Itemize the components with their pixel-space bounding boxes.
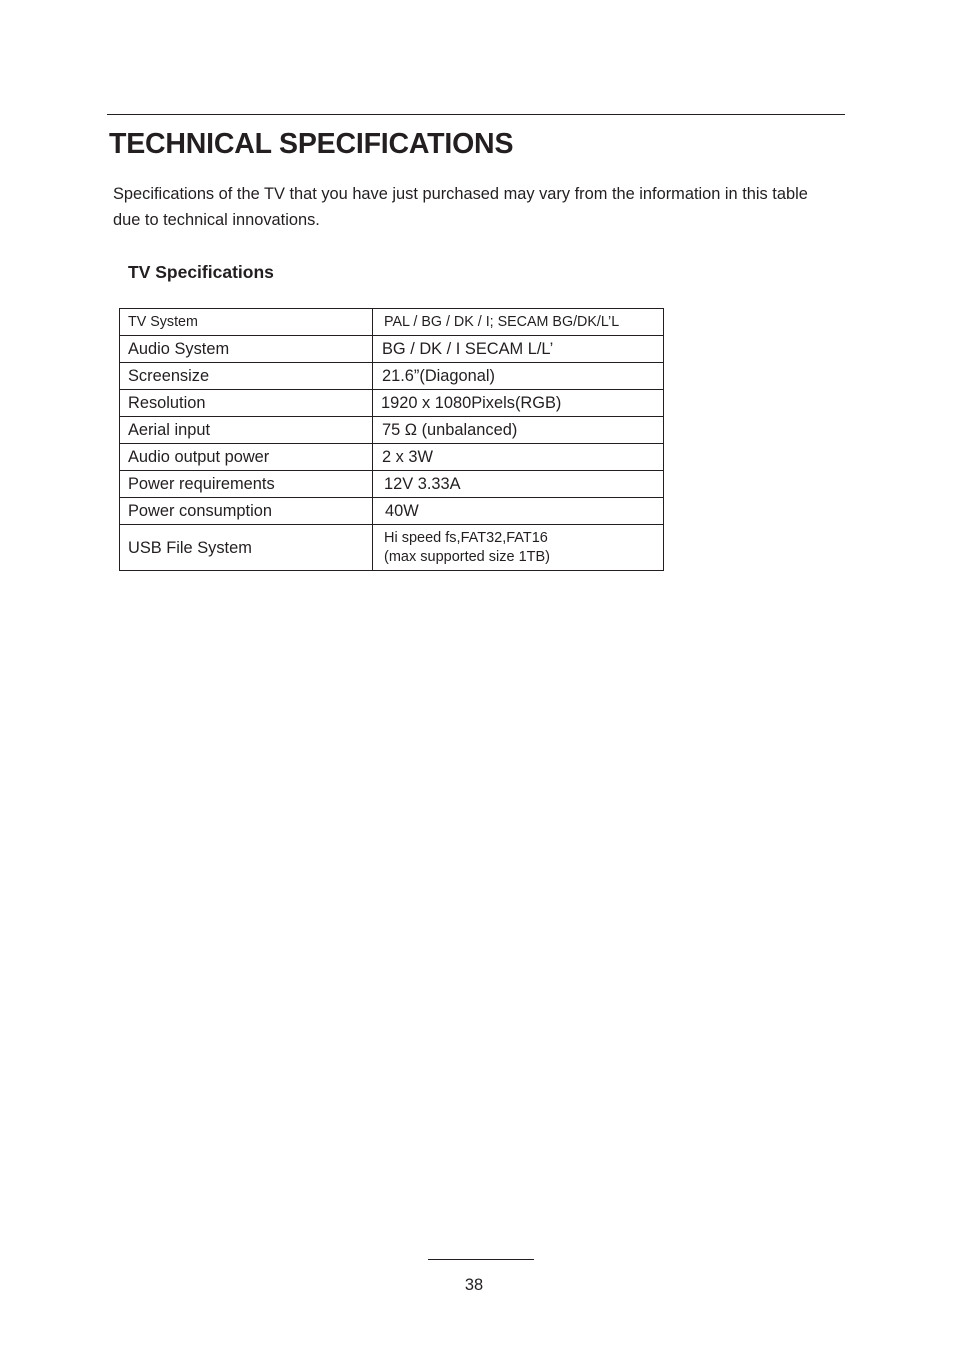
page-number: 38	[464, 1276, 484, 1294]
page-title: TECHNICAL SPECIFICATIONS	[109, 128, 514, 160]
spec-value: 1920 x 1080Pixels(RGB)	[373, 390, 664, 417]
spec-label: Power requirements	[120, 471, 373, 498]
spec-label: TV System	[120, 309, 373, 336]
spec-label: Power consumption	[120, 498, 373, 525]
spec-label: Resolution	[120, 390, 373, 417]
spec-label: Screensize	[120, 363, 373, 390]
table-row	[120, 471, 664, 498]
table-row	[120, 309, 664, 336]
table-row	[120, 417, 664, 444]
header-rule	[107, 114, 845, 115]
spec-value: 2 x 3W	[373, 444, 664, 471]
table-row	[120, 363, 664, 390]
spec-table	[119, 308, 664, 571]
section-title: TV Specifications	[128, 262, 274, 282]
spec-label: Aerial input	[120, 417, 373, 444]
spec-label: Audio System	[120, 336, 373, 363]
spec-value: 12V 3.33A	[373, 471, 664, 498]
table-row	[120, 498, 664, 525]
spec-value: BG / DK / I SECAM L/L’	[373, 336, 664, 363]
spec-label: USB File System	[120, 525, 373, 571]
spec-value: 40W	[373, 498, 664, 525]
spec-value: 21.6”(Diagonal)	[373, 363, 664, 390]
spec-label: Audio output power	[120, 444, 373, 471]
table-row	[120, 444, 664, 471]
table-row	[120, 525, 664, 571]
spec-value	[373, 525, 664, 571]
table-row	[120, 390, 664, 417]
footer-rule	[428, 1259, 534, 1260]
intro-paragraph: Specifications of the TV that you have just purchased may vary from the information in this table due to technical innovations.	[113, 185, 808, 229]
spec-value: 75 Ω (unbalanced)	[373, 417, 664, 444]
spec-value: PAL / BG / DK / I; SECAM BG/DK/L’L	[373, 309, 664, 336]
spec-value-line: (max supported size 1TB)	[384, 548, 551, 565]
table-row	[120, 336, 664, 363]
spec-value-line: Hi speed fs,FAT32,FAT16	[384, 529, 548, 546]
